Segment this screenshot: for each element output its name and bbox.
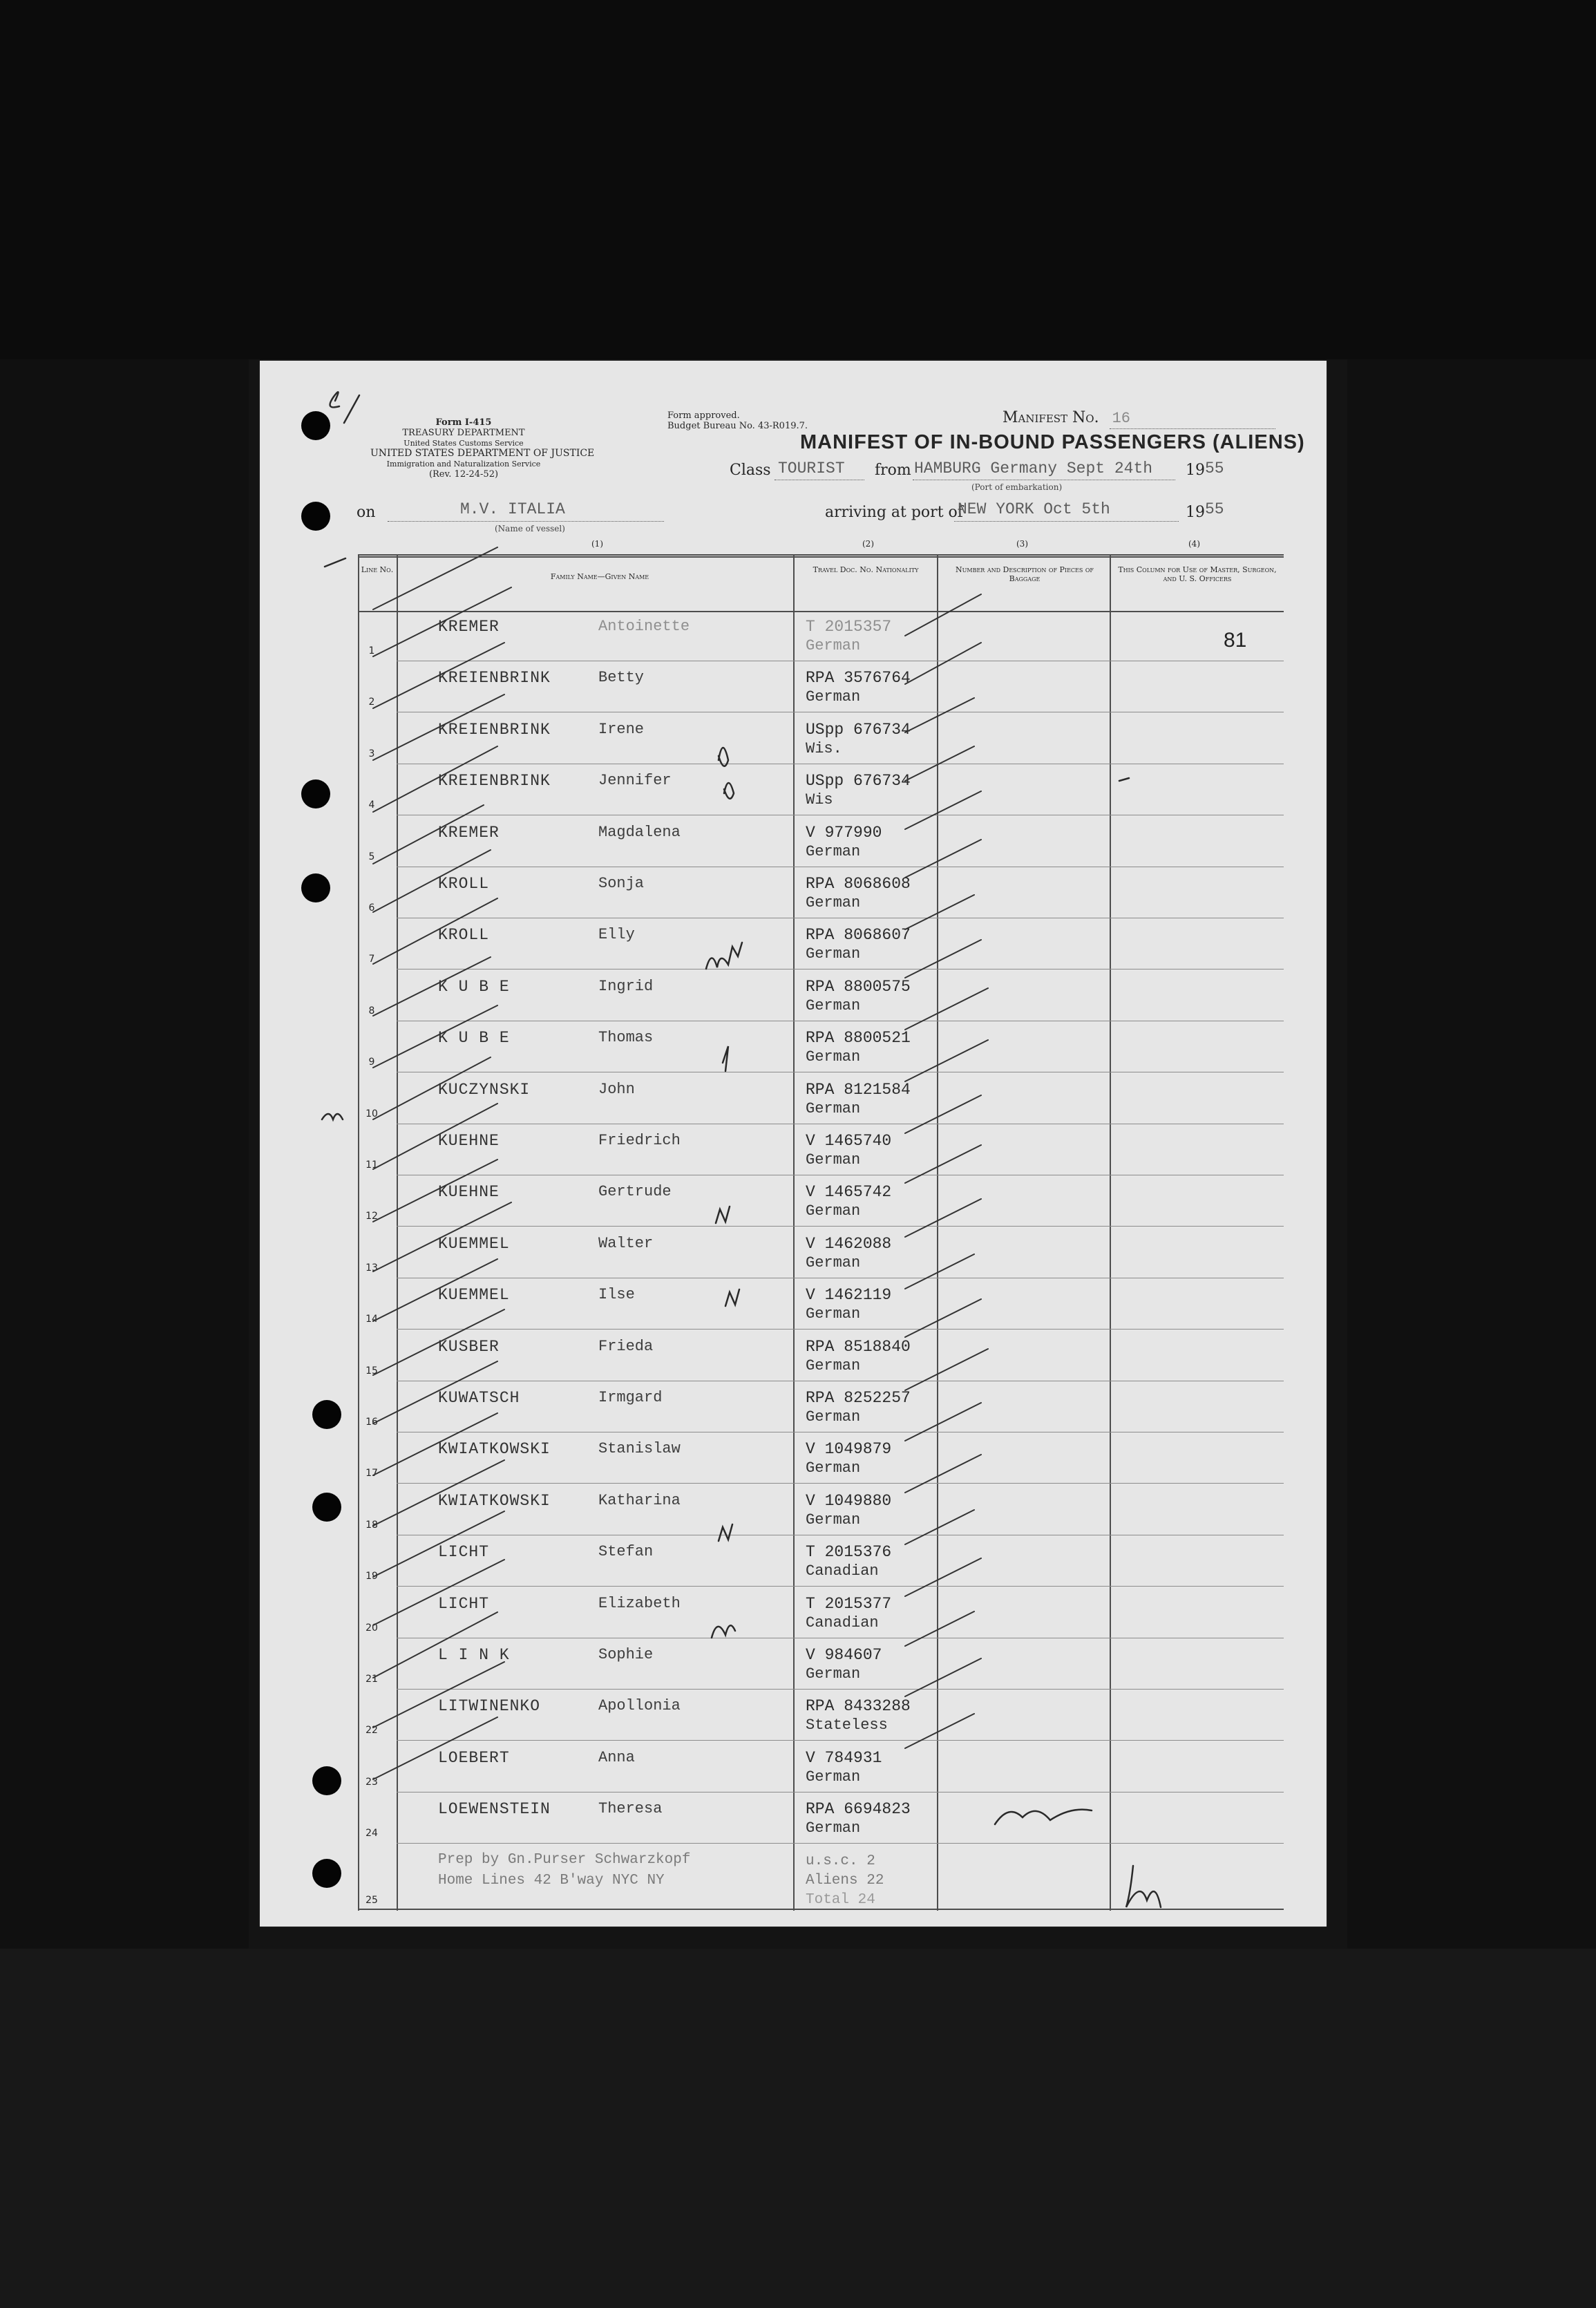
line-number: 1 bbox=[368, 645, 375, 656]
officer-count: 81 bbox=[1224, 629, 1247, 652]
nationality: German bbox=[806, 1511, 861, 1529]
row-rule bbox=[397, 1843, 1284, 1844]
family-name: KUWATSCH bbox=[438, 1389, 520, 1407]
travel-doc-number: V 977990 bbox=[806, 824, 882, 842]
punch-hole bbox=[312, 1859, 341, 1888]
tally-line-2: Aliens 22 bbox=[806, 1873, 884, 1889]
tally-line-3: Total 24 bbox=[806, 1892, 875, 1908]
travel-doc-number: USpp 676734 bbox=[806, 721, 911, 739]
family-name: LITWINENKO bbox=[438, 1697, 541, 1715]
arrival-year-prefix: 19 bbox=[1186, 504, 1205, 521]
scan-border-top bbox=[0, 0, 1596, 359]
name-column-rule bbox=[793, 554, 795, 1911]
row-rule bbox=[397, 1740, 1284, 1741]
arrival-year: 55 bbox=[1205, 500, 1224, 518]
travel-doc-number: V 784931 bbox=[806, 1749, 882, 1767]
travel-doc-number: RPA 8068608 bbox=[806, 875, 911, 893]
nationality: German bbox=[806, 843, 861, 860]
nationality: German bbox=[806, 688, 861, 706]
scan-border-left bbox=[0, 359, 249, 1949]
embarkation-caption: (Port of embarkation) bbox=[971, 482, 1063, 492]
family-name: KREIENBRINK bbox=[438, 721, 551, 739]
punch-hole bbox=[301, 873, 330, 902]
punch-hole bbox=[301, 502, 330, 531]
nationality: German bbox=[806, 997, 861, 1014]
nationality: Canadian bbox=[806, 1562, 879, 1580]
line-number: 6 bbox=[368, 902, 375, 914]
row-rule bbox=[397, 1792, 1284, 1793]
given-name: Walter bbox=[598, 1235, 654, 1252]
given-name: Stefan bbox=[598, 1543, 654, 1560]
nationality: German bbox=[806, 1459, 861, 1477]
column-number-3: (3) bbox=[1016, 539, 1028, 549]
given-name: Friedrich bbox=[598, 1132, 681, 1149]
family-name: KUEHNE bbox=[438, 1183, 500, 1201]
on-label: on bbox=[357, 504, 376, 521]
class-label: Class bbox=[730, 462, 771, 479]
row-rule bbox=[397, 1689, 1284, 1690]
given-name: Sonja bbox=[598, 875, 645, 892]
given-name: Elly bbox=[598, 926, 635, 943]
given-name: Elizabeth bbox=[598, 1595, 681, 1612]
nationality: German bbox=[806, 1254, 861, 1271]
travel-doc-number: RPA 8800575 bbox=[806, 978, 911, 996]
family-name: K U B E bbox=[438, 978, 510, 996]
tally-line-1: u.s.c. 2 bbox=[806, 1853, 875, 1869]
family-name: LICHT bbox=[438, 1543, 490, 1561]
document-title: MANIFEST OF IN-BOUND PASSENGERS (ALIENS) bbox=[800, 431, 1305, 453]
nationality: Canadian bbox=[806, 1614, 879, 1631]
travel-doc-number: V 1049880 bbox=[806, 1492, 892, 1510]
manifest-number-label: Manifest No. bbox=[1003, 409, 1099, 426]
header-bottom-rule bbox=[358, 611, 1284, 612]
family-name: KREIENBRINK bbox=[438, 669, 551, 687]
punch-hole bbox=[312, 1766, 341, 1795]
line-number: 10 bbox=[365, 1108, 378, 1119]
travel-doc-number: USpp 676734 bbox=[806, 772, 911, 790]
travel-doc-number: V 1462088 bbox=[806, 1235, 892, 1253]
given-name: Stanislaw bbox=[598, 1440, 681, 1457]
preparer-line-2: Home Lines 42 B'way NYC NY bbox=[438, 1873, 665, 1889]
line-number: 22 bbox=[365, 1725, 378, 1736]
arriving-label: arriving at port of bbox=[825, 504, 963, 521]
arrival-underline bbox=[954, 521, 1179, 522]
given-name: Sophie bbox=[598, 1646, 654, 1663]
given-name: Thomas bbox=[598, 1029, 654, 1046]
line-number: 11 bbox=[365, 1160, 378, 1171]
line-number: 20 bbox=[365, 1623, 378, 1634]
travel-doc-number: RPA 8252257 bbox=[806, 1389, 911, 1407]
nationality: German bbox=[806, 637, 861, 654]
column-header-baggage: Number and Description of Pieces of Baggage bbox=[956, 565, 1094, 583]
given-name: Frieda bbox=[598, 1338, 654, 1355]
column-header-line: Line No. bbox=[361, 565, 394, 574]
nationality: German bbox=[806, 1819, 861, 1837]
approval-note: Form approved. Budget Bureau No. 43-R019.7. bbox=[667, 410, 808, 431]
family-name: LICHT bbox=[438, 1595, 490, 1613]
nationality: German bbox=[806, 945, 861, 963]
family-name: KWIATKOWSKI bbox=[438, 1492, 551, 1510]
travel-doc-number: RPA 3576764 bbox=[806, 669, 911, 687]
line-number: 17 bbox=[365, 1468, 378, 1479]
given-name: Betty bbox=[598, 669, 645, 686]
family-name: L I N K bbox=[438, 1646, 510, 1664]
line-column-rule bbox=[397, 554, 398, 1911]
line-number: 18 bbox=[365, 1520, 378, 1531]
baggage-column-rule bbox=[1110, 554, 1111, 1911]
travel-doc-number: RPA 8433288 bbox=[806, 1697, 911, 1715]
family-name: KWIATKOWSKI bbox=[438, 1440, 551, 1458]
line-number: 15 bbox=[365, 1365, 378, 1377]
row-rule bbox=[397, 1586, 1284, 1587]
line-number: 19 bbox=[365, 1571, 378, 1582]
line-number: 5 bbox=[368, 851, 375, 862]
line-number: 14 bbox=[365, 1314, 378, 1325]
given-name: John bbox=[598, 1081, 635, 1098]
given-name: Irene bbox=[598, 721, 645, 738]
column-header-officers: This Column for Use of Master, Surgeon, and U. S. Officers bbox=[1118, 565, 1277, 583]
travel-doc-number: RPA 6694823 bbox=[806, 1800, 911, 1818]
family-name: KREIENBRINK bbox=[438, 772, 551, 790]
travel-doc-number: RPA 8518840 bbox=[806, 1338, 911, 1356]
column-header-doc: Travel Doc. No. Nationality bbox=[813, 565, 919, 574]
given-name: Ilse bbox=[598, 1286, 635, 1303]
family-name: KROLL bbox=[438, 926, 490, 944]
line-number: 13 bbox=[365, 1262, 378, 1274]
given-name: Gertrude bbox=[598, 1183, 672, 1200]
family-name: K U B E bbox=[438, 1029, 510, 1047]
nationality: German bbox=[806, 1357, 861, 1374]
nationality: German bbox=[806, 1048, 861, 1066]
punch-hole bbox=[301, 779, 330, 808]
line-number: 2 bbox=[368, 697, 375, 708]
family-name: KREMER bbox=[438, 824, 500, 842]
line-number: 3 bbox=[368, 748, 375, 759]
family-name: KREMER bbox=[438, 618, 500, 636]
from-year-prefix: 19 bbox=[1186, 462, 1205, 479]
line-number: 21 bbox=[365, 1674, 378, 1685]
family-name: KUSBER bbox=[438, 1338, 500, 1356]
nationality: German bbox=[806, 1665, 861, 1683]
vessel-caption: (Name of vessel) bbox=[495, 524, 565, 533]
doc-column-rule bbox=[937, 554, 938, 1911]
from-label: from bbox=[875, 462, 911, 479]
row-rule bbox=[397, 1226, 1284, 1227]
nationality: German bbox=[806, 1408, 861, 1426]
form-identification-block: Form I-415 TREASURY DEPARTMENT United States Customs Service UNITED STATES DEPARTMENT OF JUSTICE Immigration and Naturalization Service (Rev. 12-24-52) bbox=[370, 417, 595, 480]
manifest-number: 16 bbox=[1112, 410, 1130, 427]
line-number: 8 bbox=[368, 1005, 375, 1016]
given-name: Katharina bbox=[598, 1492, 681, 1509]
travel-doc-number: V 1465740 bbox=[806, 1132, 892, 1150]
travel-doc-number: T 2015376 bbox=[806, 1543, 892, 1561]
given-name: Ingrid bbox=[598, 978, 654, 995]
travel-doc-number: RPA 8800521 bbox=[806, 1029, 911, 1047]
line-number: 7 bbox=[368, 954, 375, 965]
nationality: German bbox=[806, 1305, 861, 1323]
given-name: Antoinette bbox=[598, 618, 690, 635]
column-header-name: Family Name—Given Name bbox=[550, 572, 649, 581]
line-number: 16 bbox=[365, 1417, 378, 1428]
travel-doc-number: RPA 8068607 bbox=[806, 926, 911, 944]
family-name: LOEWENSTEIN bbox=[438, 1800, 551, 1818]
line-number: 24 bbox=[365, 1828, 378, 1839]
vessel-underline bbox=[388, 521, 664, 522]
travel-doc-number: V 1049879 bbox=[806, 1440, 892, 1458]
from-year: 55 bbox=[1205, 460, 1224, 477]
nationality: German bbox=[806, 1768, 861, 1786]
nationality: Wis bbox=[806, 791, 833, 808]
row-rule bbox=[397, 1483, 1284, 1484]
travel-doc-number: V 1462119 bbox=[806, 1286, 892, 1304]
nationality: Wis. bbox=[806, 740, 842, 757]
nationality: German bbox=[806, 894, 861, 911]
travel-doc-number: T 2015377 bbox=[806, 1595, 892, 1613]
given-name: Anna bbox=[598, 1749, 635, 1766]
scan-border-right bbox=[1347, 359, 1596, 1949]
given-name: Irmgard bbox=[598, 1389, 663, 1406]
class-value: TOURIST bbox=[778, 460, 845, 477]
family-name: KUCZYNSKI bbox=[438, 1081, 531, 1099]
given-name: Theresa bbox=[598, 1800, 663, 1817]
table-top-rule bbox=[358, 554, 1284, 556]
manifest-sheet bbox=[260, 361, 1327, 1927]
nationality: German bbox=[806, 1100, 861, 1117]
scan-border-bottom bbox=[0, 1949, 1596, 2308]
table-bottom-rule bbox=[358, 1909, 1284, 1910]
manifest-number-underline bbox=[1110, 428, 1275, 429]
nationality: German bbox=[806, 1202, 861, 1220]
port-of-arrival: NEW YORK Oct 5th bbox=[958, 500, 1110, 518]
column-number-4: (4) bbox=[1188, 539, 1200, 549]
travel-doc-number: RPA 8121584 bbox=[806, 1081, 911, 1099]
line-number: 4 bbox=[368, 800, 375, 811]
family-name: KROLL bbox=[438, 875, 490, 893]
footer-line-number: 25 bbox=[365, 1895, 378, 1906]
preparer-line-1: Prep by Gn.Purser Schwarzkopf bbox=[438, 1852, 691, 1868]
travel-doc-number: V 984607 bbox=[806, 1646, 882, 1664]
given-name: Jennifer bbox=[598, 772, 672, 789]
vessel-name: M.V. ITALIA bbox=[460, 500, 565, 518]
family-name: KUEMMEL bbox=[438, 1286, 510, 1304]
line-number: 23 bbox=[365, 1777, 378, 1788]
column-number-2: (2) bbox=[862, 539, 874, 549]
punch-hole bbox=[312, 1493, 341, 1522]
given-name: Magdalena bbox=[598, 824, 681, 841]
line-number: 12 bbox=[365, 1211, 378, 1222]
table-top-rule-inner bbox=[358, 556, 1284, 558]
manifest-number-row bbox=[1003, 409, 1130, 427]
travel-doc-number: V 1465742 bbox=[806, 1183, 892, 1201]
given-name: Apollonia bbox=[598, 1697, 681, 1714]
family-name: KUEHNE bbox=[438, 1132, 500, 1150]
family-name: LOEBERT bbox=[438, 1749, 510, 1767]
travel-doc-number: T 2015357 bbox=[806, 618, 892, 636]
column-number-1: (1) bbox=[591, 539, 603, 549]
nationality: German bbox=[806, 1151, 861, 1169]
line-number: 9 bbox=[368, 1057, 375, 1068]
nationality: Stateless bbox=[806, 1716, 888, 1734]
port-of-embarkation: HAMBURG Germany Sept 24th bbox=[914, 460, 1153, 477]
row-rule bbox=[397, 1329, 1284, 1330]
punch-hole bbox=[312, 1400, 341, 1429]
family-name: KUEMMEL bbox=[438, 1235, 510, 1253]
punch-hole bbox=[301, 411, 330, 440]
